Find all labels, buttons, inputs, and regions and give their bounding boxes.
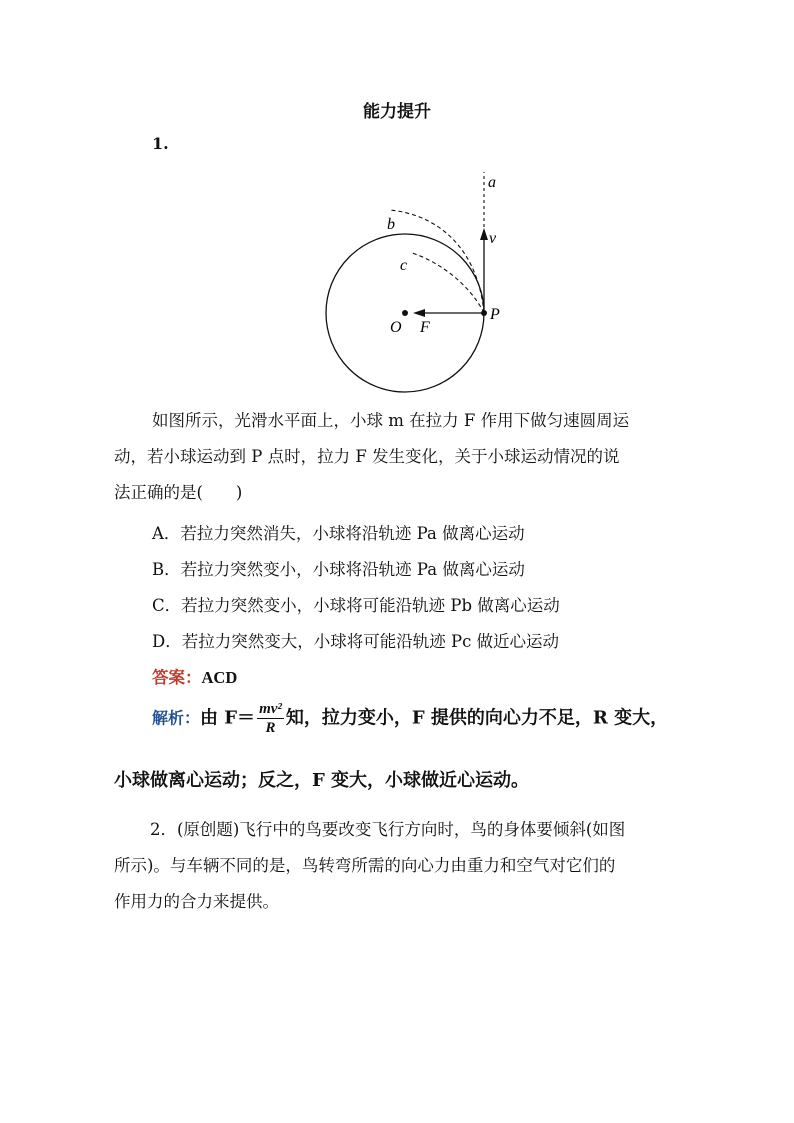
stem-line-3: 法正确的是( ) [114,483,243,502]
explanation-label: 解析： [152,708,201,728]
answer-row [152,664,237,688]
label-a: a [488,174,496,191]
label-c: c [400,257,408,274]
question-1-stem [114,403,684,511]
explanation-line-1 [152,700,668,737]
label-b: b [387,216,395,233]
fraction-denominator: R [265,720,276,736]
question-2 [114,812,690,920]
formula-fraction [257,700,284,737]
q2-line-3: 作用力的合力来提供。 [114,892,279,911]
stem-line-2: 动，若小球运动到 P 点时，拉力 F 发生变化，关于小球运动情况的说 [114,447,620,466]
label-O: O [390,319,402,336]
fraction-numerator: mv² [259,701,282,717]
label-P: P [490,306,500,323]
answer-label: 答案： [152,668,202,687]
circular-motion-figure [0,0,794,400]
explanation-line-2: 小球做离心运动；反之，F 变大，小球做近心运动。 [114,770,530,791]
q2-line-2: 所示)。与车辆不同的是，鸟转弯所需的向心力由重力和空气对它们的 [114,856,616,875]
q2-line-1: 2．(原创题)飞行中的鸟要改变飞行方向时，鸟的身体要倾斜(如图 [150,820,626,839]
label-F: F [420,319,430,336]
option-d: D．若拉力突然变大，小球将可能沿轨迹 Pc 做近心运动 [152,632,560,651]
answer-value: ACD [201,668,238,687]
option-c: C．若拉力突然变小，小球将可能沿轨迹 Pb 做离心运动 [152,596,560,615]
explanation-post: 知，拉力变小，F 提供的向心力不足，R 变大， [285,707,669,729]
stem-line-1: 如图所示，光滑水平面上，小球 m 在拉力 F 作用下做匀速圆周运 [152,411,630,430]
explanation-pre: 由 F＝ [200,707,256,729]
question-1-number: 1. [152,134,169,153]
option-b: B．若拉力突然变小，小球将沿轨迹 Pa 做离心运动 [152,560,525,579]
label-v: v [489,230,497,247]
option-a: A．若拉力突然消失，小球将沿轨迹 Pa 做离心运动 [152,524,525,543]
section-title: 能力提升 [363,102,431,122]
